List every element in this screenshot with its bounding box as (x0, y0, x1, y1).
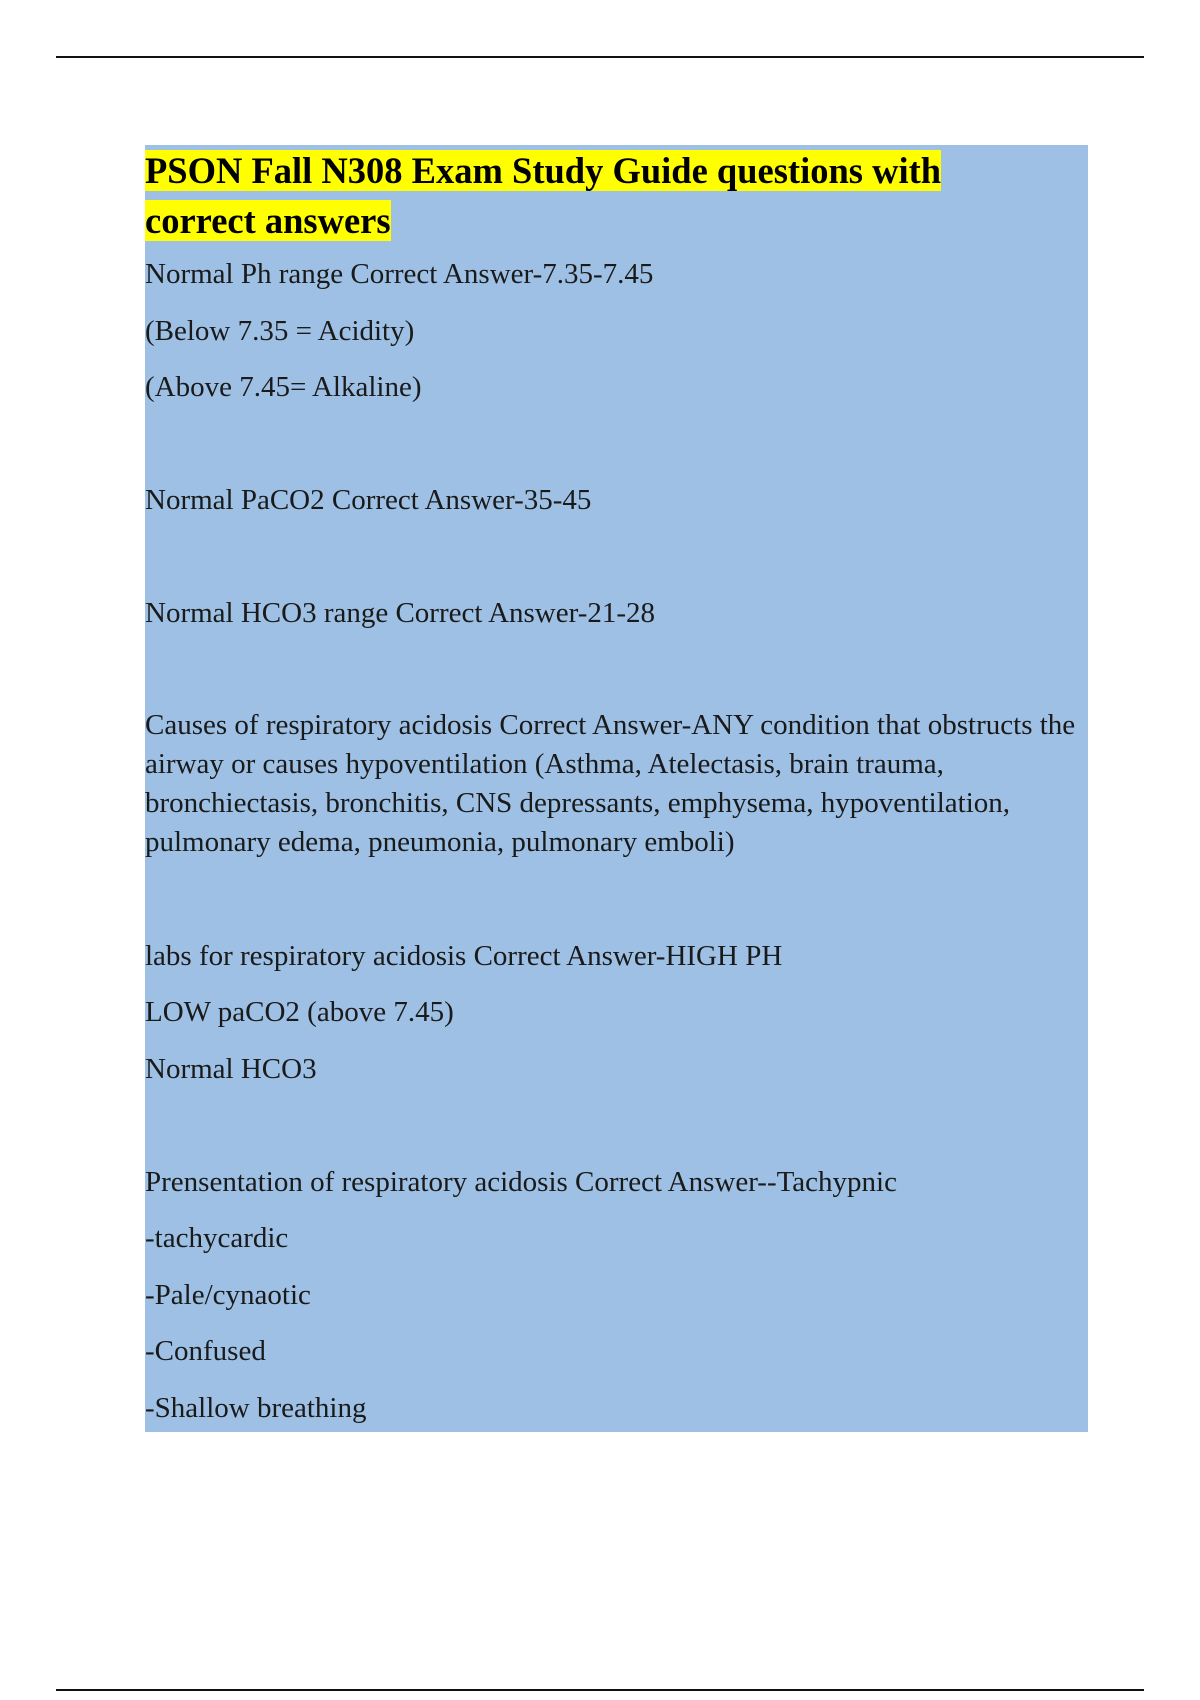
spacer (145, 529, 1088, 586)
ph-below-note: (Below 7.35 = Acidity) (145, 314, 415, 347)
ph-above-note: (Above 7.45= Alkaline) (145, 371, 422, 403)
labs-paco2-line: LOW paCO2 (above 7.45) (145, 996, 454, 1028)
spacer (145, 642, 1088, 699)
presentation-answer: Prensentation of respiratory acidosis Correct Answer--Tachypnic (145, 1165, 897, 1198)
presentation-item: -Pale/cynaotic (145, 1278, 311, 1311)
bottom-rule (56, 1689, 1144, 1691)
document-content (145, 145, 1088, 1432)
labs-answer: labs for respiratory acidosis Correct Answer-HIGH PH (145, 939, 783, 972)
labs-hco3-line: Normal HCO3 (145, 1052, 317, 1085)
causes-answer: Causes of respiratory acidosis Correct Answer-ANY condition that obstructs the airway or causes hypoventilation (Asthma, Atelectasis, brain trauma, bronchiectasis, bronchitis, CNS depressants, emphysema, hypoventilation, pulmonary edema, pneumonia, pulmonary emboli) (145, 709, 1076, 858)
document-title (145, 145, 1088, 246)
spacer (145, 1097, 1088, 1154)
presentation-item: -tachycardic (145, 1222, 289, 1254)
top-rule (56, 56, 1144, 58)
title-line-2: correct answers (145, 200, 391, 241)
paco2-answer: Normal PaCO2 Correct Answer-35-45 (145, 484, 592, 516)
document-body (145, 246, 1088, 1436)
ph-range-answer: Normal Ph range Correct Answer-7.35-7.45 (145, 258, 654, 290)
title-line-1: PSON Fall N308 Exam Study Guide questions with (145, 150, 942, 191)
hco3-answer: Normal HCO3 range Correct Answer-21-28 (145, 597, 656, 629)
presentation-item: -Shallow breathing (145, 1391, 367, 1424)
spacer (145, 416, 1088, 473)
spacer (145, 871, 1088, 928)
presentation-item: -Confused (145, 1335, 266, 1367)
